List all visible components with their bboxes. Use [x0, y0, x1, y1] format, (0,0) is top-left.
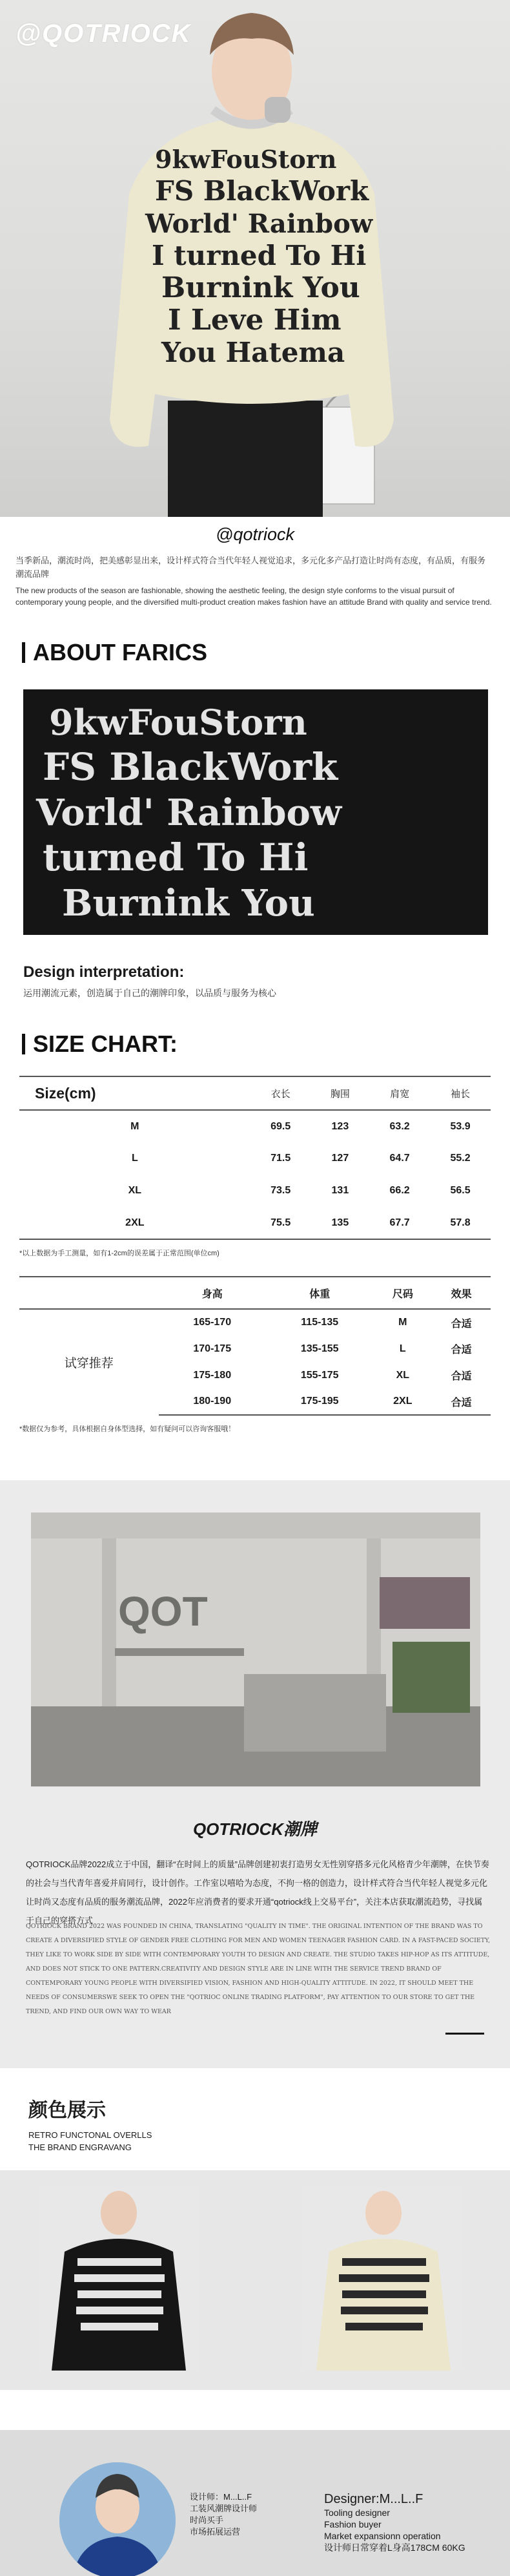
fit-row-heading: 试穿推荐	[64, 1357, 114, 1370]
col-header: Size(cm)	[19, 1076, 250, 1110]
length-cell: 73.5	[270, 1185, 291, 1196]
designer-name: Designer:M...L..F	[324, 2492, 423, 2506]
designer-section	[0, 2430, 510, 2576]
section-heading-fabrics	[22, 639, 510, 666]
chest-cell: 135	[311, 1207, 370, 1239]
divider	[445, 2033, 484, 2035]
section-heading-label: ABOUT FARICS	[33, 639, 207, 665]
fit-cell: 合适	[451, 1318, 472, 1330]
brand-story-cn: QOTRIOCK品牌2022成立于中国，翻译“在时间上的质量”品牌创建初衷打造男女无性别穿搭多元化风格青少年潮牌，在快节奏的社会与当代青年喜爱并肩同行，设计创作。工作室以嘻哈为态度，不拘一格的创造力，设计样式符合当代年轻人视觉多元化让时尚又态度有品质的服务潮流品牌，2022年应消费者的要求开通“qotriock线上交易平台”，关注本店获取潮流趋势，寻找属于自己的穿搭方式	[26, 1859, 489, 1925]
store-sign: QOT	[118, 1588, 208, 1635]
table-row	[19, 1142, 491, 1175]
table-row	[19, 1175, 491, 1207]
size-cell: 2XL	[373, 1388, 432, 1415]
chest-cell: 127	[331, 1153, 349, 1164]
length-cell: 71.5	[270, 1153, 291, 1164]
designer-line: 市场拓展运营	[190, 2527, 241, 2537]
chest-cell: 131	[331, 1185, 349, 1196]
sweater-print-line: You Hatema	[161, 337, 345, 368]
chest-cell: 123	[331, 1120, 349, 1132]
sweater-print-line: I Leve Him	[168, 304, 342, 337]
fit-recommendation-table	[19, 1276, 491, 1416]
height-cell: 180-190	[159, 1388, 266, 1415]
size-cell: 2XL	[19, 1207, 250, 1239]
fabric-closeup-photo	[23, 689, 488, 935]
table-row	[19, 1207, 491, 1239]
table-row	[19, 1110, 491, 1142]
section-heading-label: SIZE CHART:	[33, 1031, 178, 1057]
height-cell: 175-180	[193, 1369, 232, 1381]
brand-story-en: QOTRIOCK BRAND 2022 WAS FOUNDED IN CHINA, TRANSLATING "QUALITY IN TIME". THE ORIGINAL INTENTION OF THE BRAND WAS TO CREATE A DIVERSIFIED STYLE OF GENDER FREE CLOTHING FOR MEN AND WOMEN TEENAGER FASHION CARD. IN A FAST-PACED SOCIETY, THEY LIKE TO WORK SIDE BY SIDE WITH CONTEMPORARY YOUTH TO DESIGN AND CREATE. THE STUDIO TAKES HIP-HOP AS ITS ATTITUDE, AND DOES NOT STICK TO ONE PATTERN.CREATIVITY AND DESIGN STYLE ARE IN LINE WITH THE SERVICE TREND BRAND OF CONTEMPORARY YOUNG PEOPLE WITH DIVERSIFIED VISION, FASHION AND HIGH-QUALITY ATTITUDE. IN 2022, IT SHOULD MEET THE NEEDS OF CONSUMERSWE SEEK TO OPEN THE "QOTRIOC ONLINE TRADING PLATFORM", PAY ATTENTION TO OUR STORE TO GET THE TREND, AND FIND OUR OWN WAY TO WEAR	[26, 1923, 491, 2015]
size-cell: L	[399, 1343, 406, 1354]
size-cell: M	[130, 1120, 139, 1132]
size-cell: L	[131, 1153, 138, 1164]
heading-bar	[22, 1034, 25, 1054]
size-cell: XL	[396, 1369, 410, 1381]
size-table-header	[19, 1076, 491, 1110]
designer-line: 设计师日常穿着L身高178CM 60KG	[324, 2542, 465, 2553]
sleeve-cell: 53.9	[450, 1120, 471, 1132]
col-header: 尺码	[373, 1277, 432, 1309]
col-header: 身高	[159, 1277, 266, 1309]
sleeve-cell: 57.8	[430, 1207, 491, 1239]
col-header: 胸围	[311, 1076, 370, 1110]
col-header: 袖长	[430, 1076, 491, 1110]
size-table	[19, 1076, 491, 1240]
weight-cell: 135-155	[300, 1343, 339, 1354]
shoulder-cell: 63.2	[389, 1120, 410, 1132]
designer-line: 工装风潮牌设计师	[190, 2504, 258, 2513]
designer-info-cn	[190, 2491, 257, 2538]
sleeve-cell: 56.5	[450, 1185, 471, 1196]
designer-avatar	[59, 2462, 176, 2576]
cream-variant-photo[interactable]	[303, 2187, 464, 2371]
sweater-print-line: World' Rainbow	[145, 209, 373, 239]
col-header	[19, 1277, 159, 1309]
length-cell: 75.5	[250, 1207, 311, 1239]
designer-line: Fashion buyer	[324, 2519, 382, 2529]
sweater-print-line: I turned To Hi	[152, 240, 367, 271]
black-variant-photo[interactable]	[39, 2187, 199, 2371]
color-variants	[0, 2170, 510, 2390]
shoulder-cell: 64.7	[389, 1153, 410, 1164]
store-title: QOTRIOCK潮牌	[192, 1819, 318, 1839]
fit-cell: 合适	[432, 1388, 491, 1415]
shoulder-cell: 67.7	[369, 1207, 430, 1239]
color-subtitle-line: RETRO FUNCTONAL OVERLLS	[28, 2130, 152, 2140]
sweater-print-line: 9kwFouStorn	[155, 145, 337, 174]
weight-cell: 115-135	[301, 1317, 339, 1328]
table-row	[19, 1309, 491, 1335]
height-cell: 165-170	[193, 1317, 232, 1328]
designer-info-en	[324, 2491, 465, 2553]
designer-line: Tooling designer	[324, 2508, 390, 2518]
color-subtitle-line: THE BRAND ENGRAVANG	[28, 2142, 132, 2152]
hero-photo	[0, 0, 510, 517]
fabric-print-line: turned To Hi	[43, 835, 309, 879]
size-cell: XL	[128, 1185, 142, 1196]
designer-line: Market expansionn operation	[324, 2531, 441, 2541]
shoulder-cell: 66.2	[389, 1185, 410, 1196]
fit-table-header	[19, 1277, 491, 1309]
height-cell: 170-175	[193, 1343, 232, 1354]
fabric-print-line: FS BlackWork	[43, 745, 338, 789]
size-note: *以上数据为手工测量，如有1-2cm的误差属于正常范围(单位cm)	[19, 1250, 219, 1257]
weight-cell: 175-195	[266, 1388, 373, 1415]
weight-cell: 155-175	[300, 1369, 339, 1381]
col-header: 体重	[266, 1277, 373, 1309]
col-header: 肩宽	[369, 1076, 430, 1110]
fit-note: *数据仅为参考，具体根据自身体型选择，如有疑问可以咨询客服哦！	[19, 1425, 236, 1433]
brand-store-section	[0, 1480, 510, 2068]
brand-handle: @qotriock	[216, 525, 294, 544]
model-illustration	[84, 0, 420, 517]
sweater-print-line: Burnink You	[161, 271, 360, 304]
color-display-title: 颜色展示	[28, 2100, 106, 2121]
length-cell: 69.5	[270, 1120, 291, 1132]
sweater-print-line: FS BlackWork	[155, 175, 369, 207]
col-header: 效果	[432, 1277, 491, 1309]
color-display-subtitle	[28, 2129, 510, 2153]
fabric-print-line: 9kwFouStorn	[49, 702, 307, 743]
designer-line: 时尚买手	[190, 2515, 224, 2525]
store-interior-photo	[31, 1513, 480, 1786]
col-header: 衣长	[250, 1076, 311, 1110]
design-interpretation-text: 运用潮流元素，创造属于自己的潮牌印象，以品质与服务为核心	[23, 988, 276, 998]
intro-text-cn: 当季新品，潮流时尚，把美感彰显出来，设计样式符合当代年轻人视觉追求，多元化多产品打造让时尚有态度，有品质，有服务潮流品牌	[15, 556, 486, 579]
sleeve-cell: 55.2	[450, 1153, 471, 1164]
fit-cell: 合适	[451, 1371, 472, 1382]
size-cell: M	[398, 1317, 407, 1328]
fabric-print-line: Burnink You	[62, 882, 315, 925]
fabric-print-line: Vorld' Rainbow	[36, 791, 342, 834]
brand-logo: @QOTRIOCK	[15, 19, 192, 48]
section-heading-size	[22, 1031, 510, 1058]
design-interpretation-title: Design interpretation:	[23, 963, 185, 981]
heading-bar	[22, 642, 25, 663]
designer-line: 设计师：M...L..F	[190, 2492, 252, 2502]
intro-text-en: The new products of the season are fashionable, showing the aesthetic feeling, the design style conforms to the visual pursuit of contemporary young people, and the diversified multi-product creation makes fashion have an attitude Brand with quality and service trend.	[15, 586, 492, 607]
fit-cell: 合适	[451, 1345, 472, 1356]
